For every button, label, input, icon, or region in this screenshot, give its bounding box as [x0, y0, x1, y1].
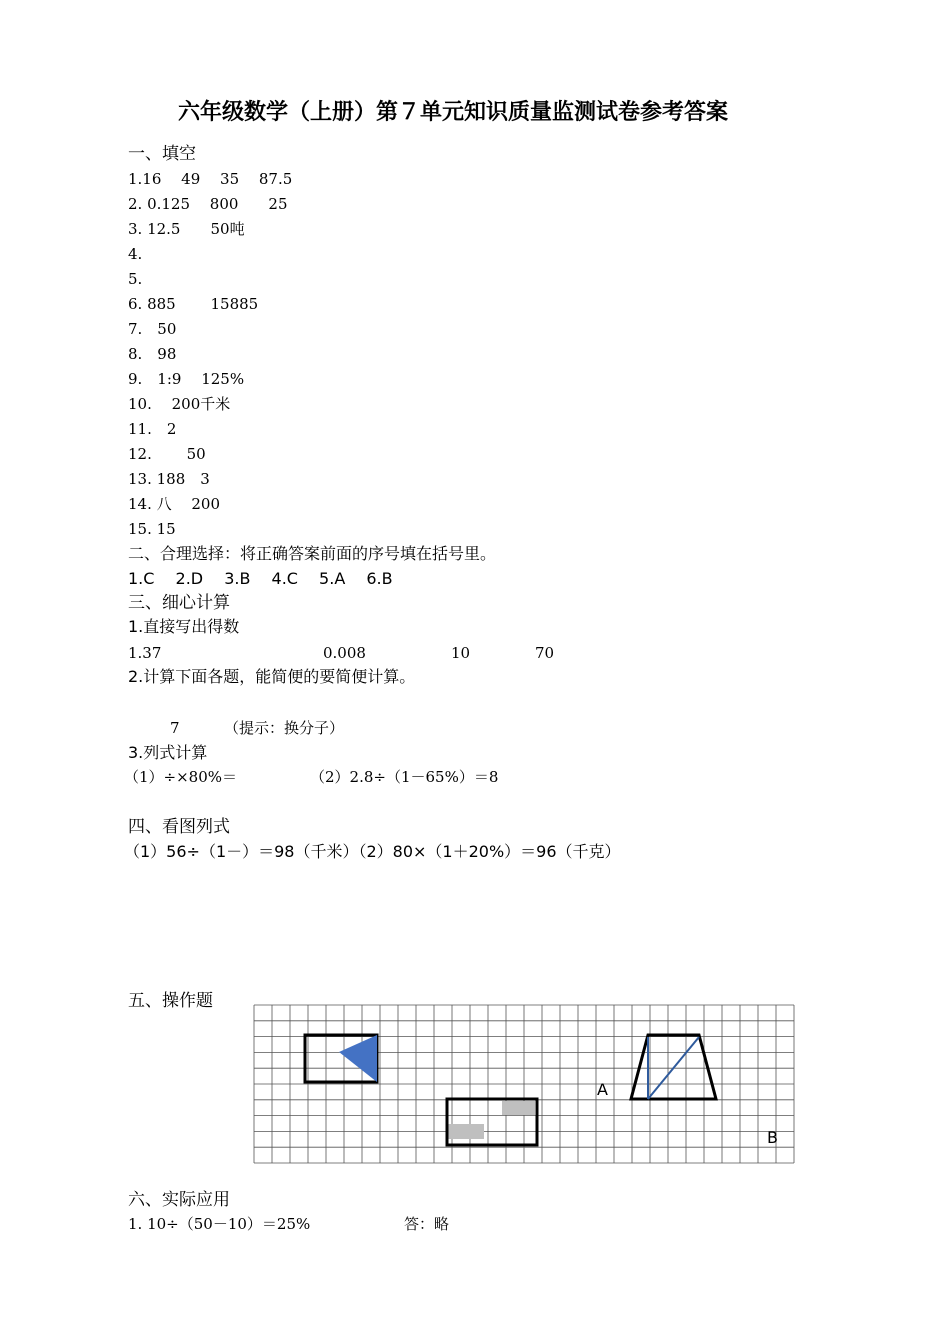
answer-item: 3. 12.5 50吨: [128, 220, 245, 238]
answer-item: 1.16 49 35 87.5: [128, 170, 293, 188]
graph-grid: [253, 1004, 795, 1164]
answer-item: 14. 八 200: [128, 495, 221, 513]
sub-heading-compute: 2.计算下面各题，能简便的要简便计算。: [128, 667, 416, 686]
section-6-heading: 六、实际应用: [128, 1190, 230, 1210]
answer-item: 11. 2: [128, 420, 177, 438]
picture-equation-answer: （1）56÷（1－）＝98（千米）（2）80×（1＋20%）＝96（千克）: [124, 842, 621, 861]
answer-item: 7. 50: [128, 320, 177, 338]
section-3-heading: 三、细心计算: [128, 593, 230, 613]
sub-heading-direct: 1.直接写出得数: [128, 617, 240, 636]
section-4-heading: 四、看图列式: [128, 817, 230, 837]
answer-item: 9. 1:9 125%: [128, 370, 245, 388]
answer-item: 13. 188 3: [128, 470, 210, 488]
compute-answer: 7: [170, 719, 180, 737]
expression-answer-2: （2）2.8÷（1－65%）＝8: [310, 768, 499, 786]
answer-item: 4.: [128, 245, 143, 263]
answer-item: 2. 0.125 800 25: [128, 195, 288, 213]
page-title: 六年级数学（上册）第７单元知识质量监测试卷参考答案: [178, 100, 729, 125]
point-label-a: A: [597, 1080, 608, 1099]
calc-answer: 70: [535, 644, 555, 662]
application-answer-1: 1. 10÷（50－10）＝25%: [128, 1215, 311, 1233]
application-conclusion: 答：略: [404, 1215, 450, 1233]
calc-answer: 0.008: [323, 644, 366, 662]
compute-hint: （提示：换分子）: [224, 719, 345, 737]
point-label-b: B: [767, 1128, 778, 1147]
choice-answers: 1.C 2.D 3.B 4.C 5.A 6.B: [128, 569, 393, 588]
calc-answer: 10: [451, 644, 471, 662]
shaded-cell: [502, 1101, 535, 1115]
answer-item: 8. 98: [128, 345, 177, 363]
section-1-heading: 一、填空: [128, 144, 196, 164]
answer-item: 10. 200千米: [128, 395, 231, 413]
answer-item: 6. 885 15885: [128, 295, 259, 313]
section-2-heading: 二、合理选择：将正确答案前面的序号填在括号里。: [128, 544, 497, 563]
answer-item: 5.: [128, 270, 143, 288]
sub-heading-expression: 3.列式计算: [128, 743, 208, 762]
answer-item: 12. 50: [128, 445, 206, 463]
shaded-cell: [448, 1124, 484, 1139]
calc-answer: 1.37: [128, 644, 162, 662]
section-5-heading: 五、操作题: [128, 991, 213, 1011]
blue-triangle: [339, 1035, 377, 1082]
expression-answer-1: （1）÷×80%＝: [124, 768, 238, 786]
answer-item: 15. 15: [128, 520, 176, 538]
